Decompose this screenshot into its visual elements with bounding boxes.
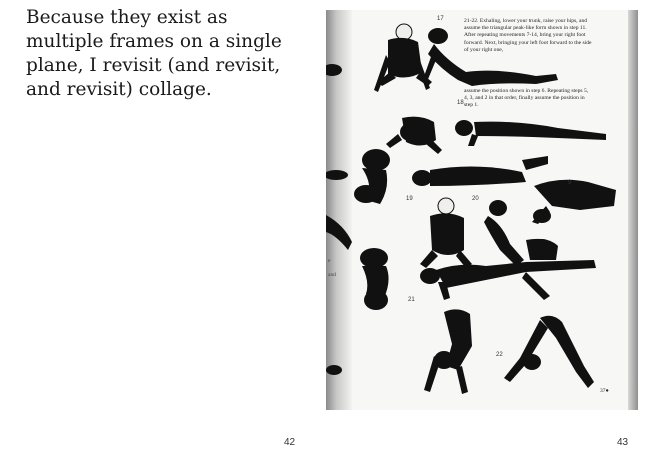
book-photo bbox=[326, 10, 638, 410]
figure-number-17: 17 bbox=[437, 16, 444, 22]
figure-number-20: 20 bbox=[472, 196, 479, 202]
caption-text: Because they exist as multiple frames on a single plane, I revisit (and revisit, and revisit) collage. bbox=[26, 7, 282, 100]
figure-21-b bbox=[420, 260, 596, 300]
instructions-mid-text: assume the position shown in step 6. Repeating steps 5, 4, 3, and 2 in that order, finally assume the position in step 1. bbox=[464, 88, 589, 109]
figure-18-a bbox=[386, 117, 442, 154]
figure-18-b bbox=[455, 120, 606, 146]
figure-22-a bbox=[424, 309, 472, 394]
left-page bbox=[0, 0, 326, 450]
page-number-right: 43 bbox=[617, 437, 629, 448]
figure-9 bbox=[532, 180, 616, 224]
figure-number-18: 18 bbox=[457, 100, 464, 106]
figure-19 bbox=[420, 198, 472, 268]
figure-row3-a bbox=[354, 149, 390, 204]
figure-21-a bbox=[360, 248, 389, 310]
figure-number-9: 9 bbox=[568, 180, 572, 186]
figure-number-21: 21 bbox=[408, 297, 415, 303]
yoga-figures-illustration bbox=[326, 10, 638, 410]
left-edge-figure-fragments bbox=[326, 64, 352, 375]
figure-number-19: 19 bbox=[406, 196, 413, 202]
figure-22-b bbox=[504, 316, 594, 388]
book-folio: 37● bbox=[600, 388, 609, 394]
figure-number-22: 22 bbox=[496, 352, 503, 358]
left-strip-text-1: e bbox=[328, 258, 331, 264]
left-strip-text-2: and bbox=[328, 272, 336, 278]
instructions-top-text: 21-22. Exhaling, lower your trunk, raise your hips, and assume the triangular peak-like form shown in step 11. After repeating movements 7-14, bring your right foot forward. Next, bringing your left foot forward to the side of your right one, bbox=[464, 18, 592, 53]
page-number-left: 42 bbox=[284, 437, 296, 448]
figure-row3-b bbox=[412, 156, 548, 186]
